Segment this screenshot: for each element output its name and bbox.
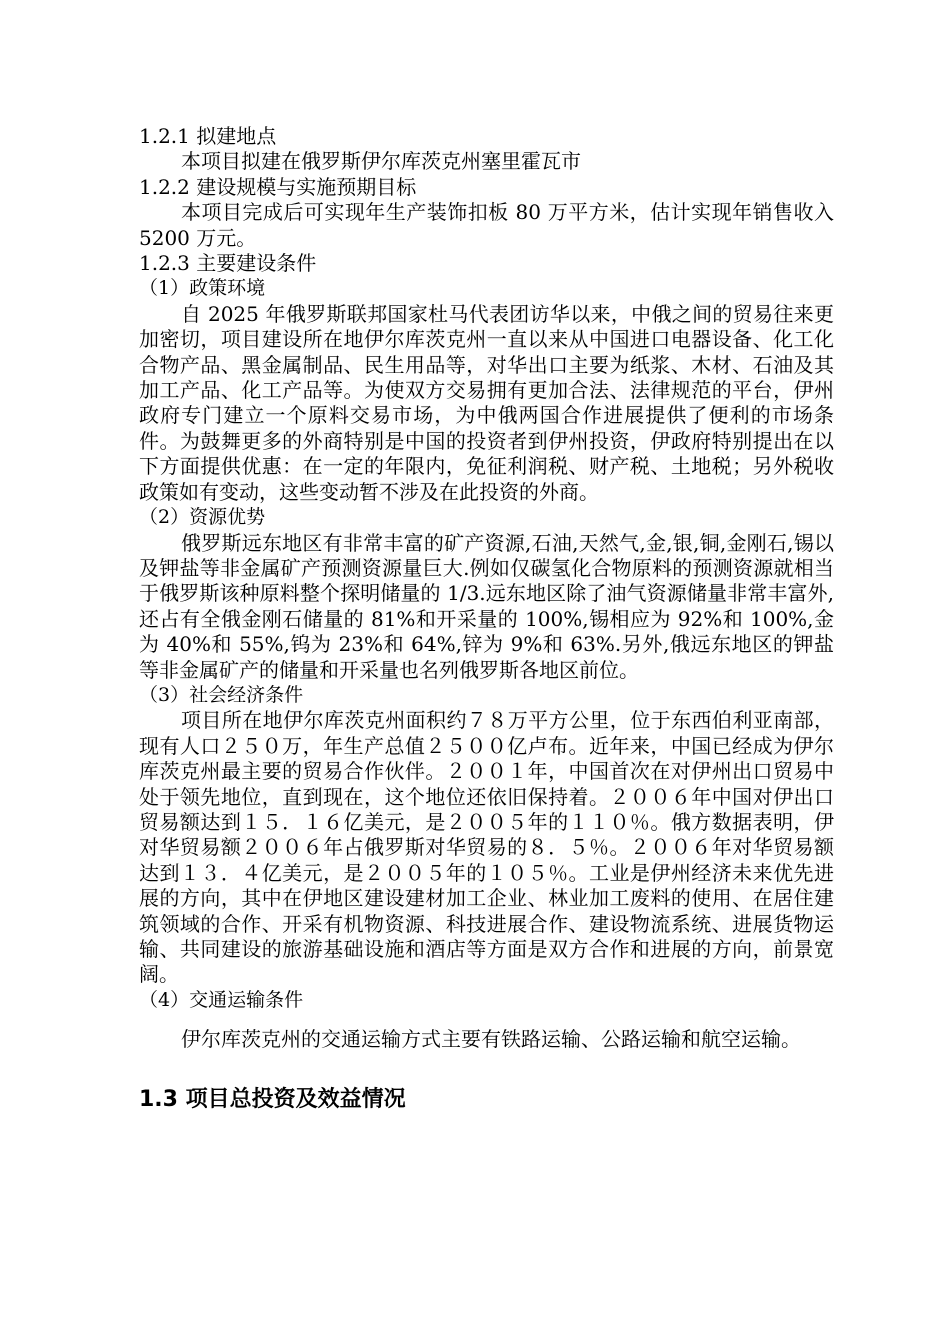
section-heading-1-2-1: 1.2.1 拟建地点 [139, 124, 277, 148]
section-heading-1-2-2: 1.2.2 建设规模与实施预期目标 [139, 174, 417, 199]
subheading-transport: （4）交通运输条件 [139, 988, 304, 1011]
subheading-policy: （1）政策环境 [139, 277, 266, 300]
section-heading-1-2-3: 1.2.3 主要建设条件 [139, 251, 317, 276]
paragraph-resources: 俄罗斯远东地区有非常丰富的矿产资源,石油,天然气,金,银,铜,金刚石,锡以及钾盐等非金属矿产预测资源量巨大.例如仅碳氢化合物原料的预测资源就相当于俄罗斯该种原料整个探明储量的 1/3.远东地区除了油气资源储量非常丰富外,还占有全俄金刚石储量的 81%和开采量的 100%,锡相应为 92%和 100%,金为 40%和 55%,钨为 23%和 64%,锌为 9%和 63%.另外,俄远东地区的钾盐等非金属矿产的储量和开采量也名列俄罗斯各地区前位。 [139, 530, 834, 682]
document-page [139, 124, 834, 1115]
paragraph-transport: 伊尔库茨克州的交通运输方式主要有铁路运输、公路运输和航空运输。 [181, 1027, 801, 1052]
paragraph-policy: 自 2025 年俄罗斯联邦国家杜马代表团访华以来，中俄之间的贸易往来更加密切，项目建设所在地伊尔库茨克州一直以来从中国进口电器设备、化工化合物产品、黑金属制品、民生用品等，对华出口主要为纸浆、木材、石油及其加工产品、化工产品等。为使双方交易拥有更加合法、法律规范的平台，伊州政府专门建立一个原料交易市场，为中俄两国合作进展提供了便利的市场条件。为鼓舞更多的外商特别是中国的投资者到伊州投资，伊政府特别提出在以下方面提供优惠：在一定的年限内，免征利润税、财产税、土地税；另外税收政策如有变动，这些变动暂不涉及在此投资的外商。 [139, 301, 834, 504]
paragraph-site: 本项目拟建在俄罗斯伊尔库茨克州塞里霍瓦市 [181, 149, 581, 174]
paragraph-economy: 项目所在地伊尔库茨克州面积约７８万平方公里，位于东西伯利亚南部，现有人口２５０万，年生产总值２５００亿卢布。近年来，中国已经成为伊尔库茨克州最主要的贸易合作伙伴。２００１年，中国首次在对伊州出口贸易中处于领先地位，直到现在，这个地位还依旧保持着。２００６年中国对伊出口贸易额达到１５．１６亿美元，是２００５年的１１０％。俄方数据表明，伊对华贸易额２００６年占俄罗斯对华贸易的８．５％。２００６年对华贸易额达到１３．４亿美元，是２００５年的１０５％。工业是伊州经济未来优先进展的方向，其中在伊地区建设建材加工企业、林业加工废料的使用、在居住建筑领域的合作、开采有机物资源、科技进展合作、建设物流系统、进展货物运输、共同建设的旅游基础设施和酒店等方面是双方合作和进展的方向，前景宽阔。 [139, 708, 834, 987]
paragraph-scale: 本项目完成后可实现年生产装饰扣板 80 万平方米，估计实现年销售收入 5200 万元。 [139, 200, 834, 250]
subheading-resources: （2）资源优势 [139, 506, 266, 529]
subheading-economy: （3）社会经济条件 [139, 683, 304, 706]
section-heading-1-3: 1.3 项目总投资及效益情况 [139, 1087, 406, 1113]
